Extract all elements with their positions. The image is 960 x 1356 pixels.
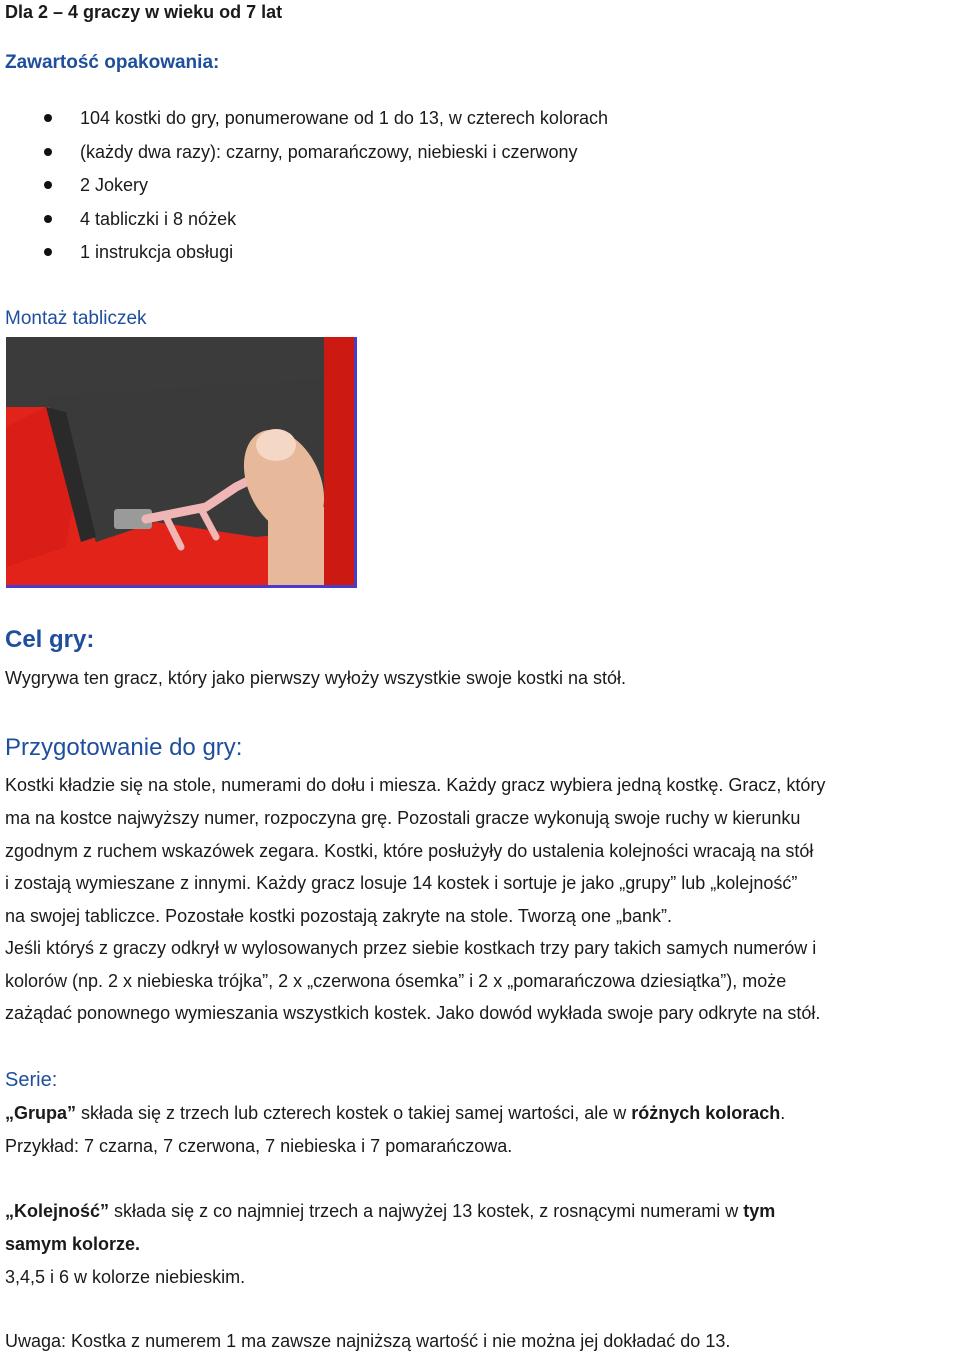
preparation-line: na swojej tabliczce. Pozostałe kostki pozostają zakryte na stole. Tworzą one „bank”. bbox=[5, 906, 673, 926]
preparation-line: i zostają wymieszane z innymi. Każdy gracz losuje 14 kostek i sortuje je jako „grupy” lub „kolejność” bbox=[5, 873, 798, 893]
sequence-definition: „Kolejność” składa się z co najmniej trzech a najwyżej 13 kostek, z rosnącymi numerami w tym bbox=[5, 1201, 776, 1221]
bullet-icon bbox=[44, 215, 52, 223]
sequence-example: 3,4,5 i 6 w kolorze niebieskim. bbox=[5, 1267, 246, 1287]
list-item: (każdy dwa razy): czarny, pomarańczowy, niebieski i czerwony bbox=[0, 138, 608, 172]
preparation-title: Przygotowanie do gry: bbox=[5, 734, 243, 761]
list-item: 4 tabliczki i 8 nóżek bbox=[0, 205, 608, 239]
contents-title: Zawartość opakowania: bbox=[5, 52, 220, 73]
goal-text: Wygrywa ten gracz, który jako pierwszy wyłoży wszystkie swoje kostki na stół. bbox=[5, 668, 627, 688]
sequence-emphasis-continued: samym kolorze. bbox=[5, 1234, 141, 1254]
preparation-line: ma na kostce najwyższy numer, rozpoczyna grę. Pozostali gracze wykonują swoje ruchy w kierunku bbox=[5, 808, 801, 828]
goal-title: Cel gry: bbox=[5, 626, 95, 653]
list-item: 1 instrukcja obsługi bbox=[0, 238, 608, 272]
group-term: „Grupa” bbox=[5, 1103, 77, 1123]
group-example: Przykład: 7 czarna, 7 czerwona, 7 niebieska i 7 pomarańczowa. bbox=[5, 1136, 513, 1156]
note-text: Uwaga: Kostka z numerem 1 ma zawsze najniższą wartość i nie można jej dokładać do 13. bbox=[5, 1331, 731, 1351]
group-definition: „Grupa” składa się z trzech lub czterech kostek o takiej samej wartości, ale w różnych kolorach. bbox=[5, 1103, 786, 1123]
bullet-icon bbox=[44, 114, 52, 122]
contents-list bbox=[0, 104, 608, 272]
preparation-line: zgodnym z ruchem wskazówek zegara. Kostki, które posłużyły do ustalenia kolejności wracają na stół bbox=[5, 841, 814, 861]
assembly-title: Montaż tabliczek bbox=[5, 308, 147, 329]
preparation-line: zażądać ponownego wymieszania wszystkich kostek. Jako dowód wykłada swoje pary odkryte na stół. bbox=[5, 1003, 821, 1023]
bullet-icon bbox=[44, 148, 52, 156]
group-emphasis: różnych kolorach bbox=[631, 1103, 781, 1123]
list-item: 2 Jokery bbox=[0, 171, 608, 205]
bullet-icon bbox=[44, 248, 52, 256]
players-line: Dla 2 – 4 graczy w wieku od 7 lat bbox=[5, 2, 283, 22]
bullet-icon bbox=[44, 181, 52, 189]
preparation-line: Kostki kładzie się na stole, numerami do dołu i miesza. Każdy gracz wybiera jedną kostkę. Gracz, który bbox=[5, 775, 826, 795]
list-item: 104 kostki do gry, ponumerowane od 1 do 13, w czterech kolorach bbox=[0, 104, 608, 138]
sequence-emphasis: tym bbox=[743, 1201, 776, 1221]
preparation-line: kolorów (np. 2 x niebieska trójka”, 2 x „czerwona ósemka” i 2 x „pomarańczowa dziesiątka”), może bbox=[5, 971, 787, 991]
preparation-line: Jeśli któryś z graczy odkrył w wylosowanych przez siebie kostkach trzy pary takich samych numerów i bbox=[5, 938, 817, 958]
sequence-term: „Kolejność” bbox=[5, 1201, 110, 1221]
tile-rack-photo-illustration bbox=[6, 337, 354, 585]
tile-rack-assembly-photo bbox=[6, 337, 357, 588]
series-title: Serie: bbox=[5, 1069, 58, 1091]
